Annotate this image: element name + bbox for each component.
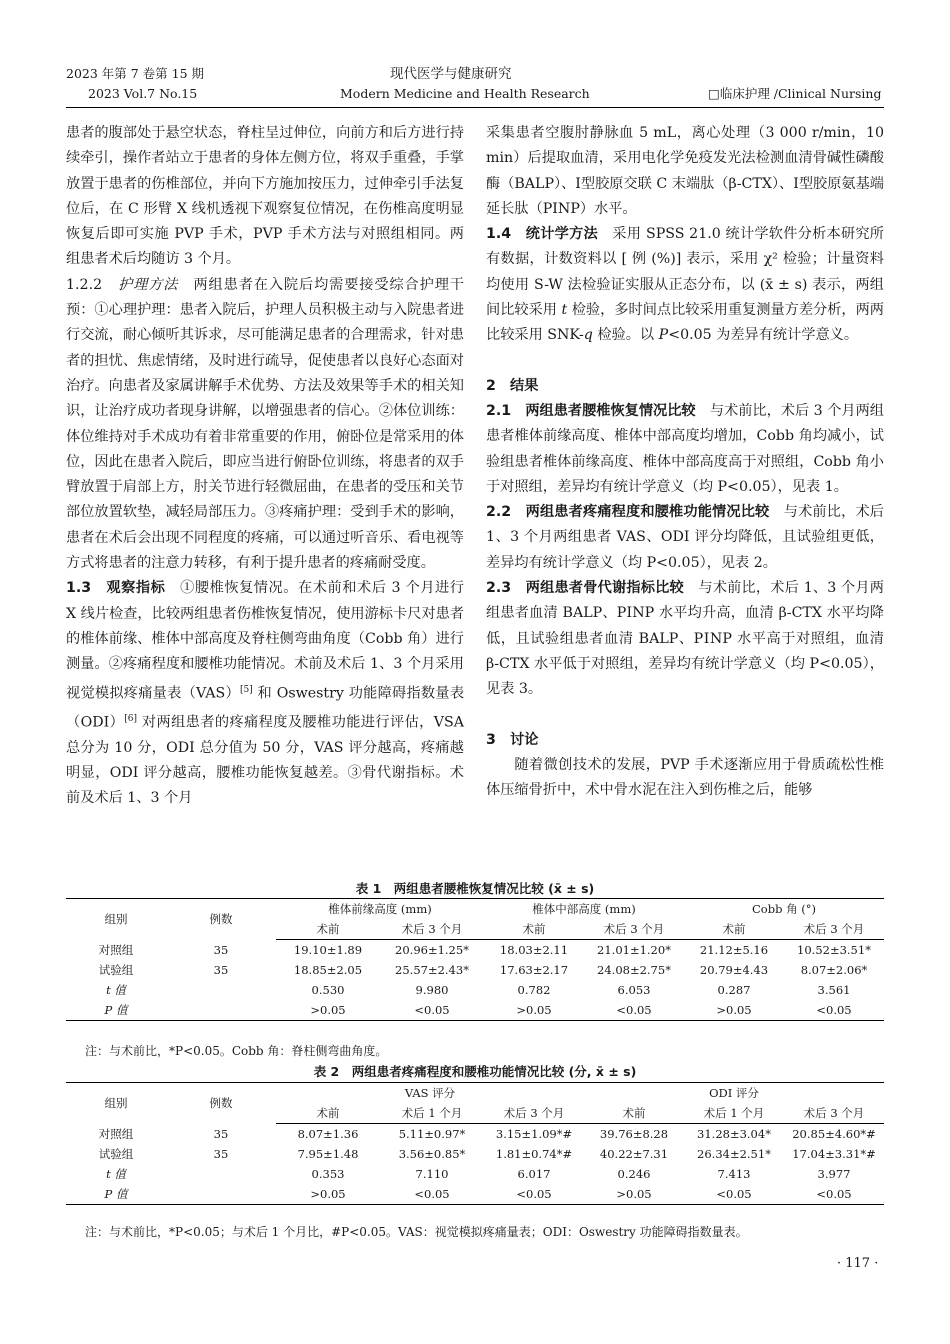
result-2-2 [486, 500, 884, 576]
table-cell: <0.05 [784, 1000, 884, 1021]
issue-en: 2023 Vol.7 No.15 [88, 86, 198, 101]
right-column [486, 121, 884, 803]
table-cell: 0.287 [717, 983, 751, 997]
stat-t: t [561, 302, 568, 319]
table-cell: 26.34±2.51* [697, 1147, 771, 1161]
nursing-text: 两组患者在入院后均需要接受综合护理干预：①心理护理：患者入院后，护理人员积极主动与入院患者进行交流，耐心倾听其诉求，尽可能满足患者的合理需求，针对患者的担忧、焦虑情绪，及时进行疏导，促使患者以良好心态面对治疗。向患者及家属讲解手术优势、方法及效果等手术的相关知识，让治疗成功者现身讲解，以增强患者的信心。②体位训练：体位维持对手术成功有着非常重要的作用，俯卧位是常采用的体位，因此在患者入院后，即应当进行俯卧位训练，将患者的双手臂放置于肩部上方，肘关节进行轻微屈曲，在患者的受压和关节部位放置软垫，减轻局部压力。③疼痛护理：受到手术的影响，患者在术后会出现不同程度的疼痛，可以通过听音乐、看电视等方式将患者的注意力转移，有利于提升患者的疼痛耐受度。 [66, 276, 464, 572]
table-cell: 18.03±2.11 [499, 943, 569, 957]
table1-subheader: 术前 [684, 919, 784, 940]
table-cell: 20.79±4.43 [699, 963, 769, 977]
journal-cn: 现代医学与健康研究 [390, 66, 512, 82]
table-cell: 0.530 [311, 983, 345, 997]
table-row [66, 1000, 884, 1021]
page-number: · 117 · [837, 1256, 879, 1271]
table-cell: 17.04±3.31*# [792, 1147, 876, 1161]
table-row [66, 980, 884, 1000]
table-cell: 0.353 [311, 1167, 345, 1181]
ref-6: [6] [124, 713, 137, 724]
statistics-paragraph [486, 222, 884, 348]
table1-group-header: Cobb 角 (°) [684, 899, 884, 920]
table-cell: 8.07±2.06* [800, 963, 868, 977]
table1-title: 表 1 两组患者腰椎恢复情况比较 (x̄ ± s) [355, 881, 595, 896]
stat-p: P [658, 327, 669, 344]
nursing-paragraph [66, 273, 464, 577]
table-cell: 0.782 [517, 983, 551, 997]
statistics-title: 1.4 统计学方法 [486, 226, 598, 243]
method-paragraph-1: 患者的腹部处于悬空状态，脊柱呈过伸位，向前方和后方进行持续牵引，操作者站立于患者的身体左侧方位，将双手重叠，手掌放置于患者的伤椎部位，并向下方施加按压力，过伸牵引手法复位后，在 C 形臂 X 线机透视下观察复位情况，在伤椎高度明显恢复后即可实施 PVP 手术，PVP 手术方法与对照组相同。两组患者术后均随访 3 个月。 [66, 125, 464, 268]
table2-subheader: 术后 1 个月 [684, 1103, 784, 1124]
table1-col-n: 例数 [166, 899, 276, 940]
table-cell: 6.053 [617, 983, 651, 997]
table-cell: P 值 [66, 1184, 166, 1205]
result-2-1 [486, 399, 884, 500]
table-cell: 40.22±7.31 [599, 1147, 669, 1161]
table-cell: 试验组 [98, 1147, 134, 1161]
result-2-2-text: 与术前比，术后 1、3 个月两组患者 VAS、ODI 评分均降低，且试验组更低，差异均有统计学意义（均 P<0.05），见表 2。 [486, 504, 884, 571]
table-cell: 7.95±1.48 [297, 1147, 359, 1161]
table-cell: 35 [213, 1126, 229, 1141]
stat-q: q [583, 327, 593, 344]
table-cell: 21.12±5.16 [699, 943, 769, 957]
table2-subheader: 术后 3 个月 [784, 1103, 884, 1124]
table1-subheader: 术后 3 个月 [380, 919, 484, 940]
result-2-1-text: 与术前比，术后 3 个月两组患者椎体前缘高度、椎体中部高度均增加，Cobb 角均减小，试验组患者椎体前缘高度、椎体中部高度高于对照组，Cobb 角小于对照组，差异均有统计学意义（均 P<0.05），见表 1。 [486, 402, 884, 495]
results-heading: 2 结果 [486, 377, 539, 394]
table-row [66, 1144, 884, 1164]
table-cell: P 值 [66, 1000, 166, 1021]
table1-subheader: 术后 3 个月 [584, 919, 684, 940]
square-icon: □ [708, 86, 720, 101]
table1 [66, 898, 884, 1021]
table-row [66, 1124, 884, 1145]
table-cell: >0.05 [276, 1000, 380, 1021]
header-rule [66, 107, 884, 108]
issue-cn: 2023 年第 7 卷第 15 期 [66, 66, 205, 81]
observation-paragraph [66, 576, 464, 811]
table-cell: <0.05 [584, 1000, 684, 1021]
table-cell: 0.246 [617, 1167, 651, 1181]
discussion-paragraph: 随着微创技术的发展，PVP 手术逐渐应用于骨质疏松性椎体压缩骨折中，术中骨水泥在注入到伤椎之后，能够 [486, 756, 884, 799]
table-cell: 35 [213, 942, 229, 957]
observation-text-c: 对两组患者的疼痛程度及腰椎功能进行评估，VSA 总分为 10 分，ODI 总分值为 50 分，VAS 评分越高，疼痛越明显，ODI 评分越高，腰椎功能恢复越差。③骨代谢指标。术前及术后 1、3 个月 [66, 714, 464, 807]
table-cell: 5.11±0.97* [398, 1127, 466, 1141]
table-cell: 6.017 [517, 1167, 551, 1181]
table-cell: >0.05 [276, 1184, 380, 1205]
observation-title: 1.3 观察指标 [66, 580, 166, 597]
table-cell: 1.81±0.74*# [495, 1147, 573, 1161]
subsection-title: 护理方法 [118, 276, 179, 293]
table-cell: <0.05 [380, 1184, 484, 1205]
table2-title: 表 2 两组患者疼痛程度和腰椎功能情况比较 (分, x̄ ± s) [313, 1064, 637, 1079]
table-cell: t 值 [106, 1167, 126, 1181]
table-row [66, 1164, 884, 1184]
table2-group-header: ODI 评分 [584, 1083, 884, 1104]
table1-subheader: 术后 3 个月 [784, 919, 884, 940]
table2-group-header: VAS 评分 [276, 1083, 584, 1104]
table-cell: <0.05 [484, 1184, 584, 1205]
table-cell: 35 [213, 1147, 229, 1161]
table-cell: 3.56±0.85* [398, 1147, 466, 1161]
table-cell: >0.05 [684, 1000, 784, 1021]
table-cell: 试验组 [98, 963, 134, 977]
table1-group-header: 椎体前缘高度 (mm) [276, 899, 484, 920]
table2-col-n: 例数 [166, 1083, 276, 1124]
table-cell: t 值 [106, 983, 126, 997]
table-cell: 17.63±2.17 [499, 963, 569, 977]
table-cell: 31.28±3.04* [697, 1127, 771, 1141]
table-cell: 对照组 [98, 942, 134, 957]
table-cell [166, 1000, 276, 1021]
statistics-text-b: 检验，多时间点比较采用重复测量方差分析，两两比较采用 SNK- [486, 302, 884, 344]
table-cell: 对照组 [98, 1126, 134, 1141]
table-cell [166, 1184, 276, 1205]
observation-text-b: 和 Oswestry 功能障碍指数量表（ODI） [66, 685, 465, 731]
table2-subheader: 术后 3 个月 [484, 1103, 584, 1124]
table-cell: 3.977 [817, 1167, 851, 1181]
discussion-heading: 3 讨论 [486, 731, 539, 748]
section-label [708, 86, 881, 102]
table-cell [166, 1164, 276, 1184]
result-2-3 [486, 576, 884, 702]
table-cell: <0.05 [684, 1184, 784, 1205]
section-text: 临床护理 /Clinical Nursing [719, 86, 882, 101]
method-paragraph-2: 采集患者空腹肘静脉血 5 mL，离心处理（3 000 r/min，10 min）后提取血清，采用电化学免疫发光法检测血清骨碱性磷酸酶（BALP）、Ⅰ型胶原交联 C 末端肽（β-CTX）、Ⅰ型胶原氨基端延长肽（PⅠNP）水平。 [486, 125, 884, 217]
result-2-1-title: 2.1 两组患者腰椎恢复情况比较 [486, 402, 696, 419]
table1-col-group: 组别 [66, 899, 166, 940]
table-cell: 3.561 [817, 983, 851, 997]
table2-col-group: 组别 [66, 1083, 166, 1124]
table-cell: 35 [213, 963, 229, 977]
table-cell: 10.52±3.51* [797, 943, 871, 957]
statistics-text-a: 采用 SPSS 21.0 统计学软件分析本研究所有数据，计数资料以 [ 例 (%)] 表示，采用 χ² 检验；计量资料均使用 S-W 法检验证实服从正态分布，以 (x̄ ± s) 表示，两组间比较采用 [486, 226, 884, 319]
table-cell: 3.15±1.09*# [495, 1127, 573, 1141]
result-2-3-text: 与术前比，术后 1、3 个月两组患者血清 BALP、PⅠNP 水平均升高，血清 β-CTX 水平均降低，且试验组患者血清 BALP、PⅠNP 水平高于对照组，血清 β-CTX 水平低于对照组，差异均有统计学意义（均 P<0.05），见表 3。 [486, 580, 884, 698]
table2-note: 注：与术前比，*P<0.05；与术后 1 个月比，#P<0.05。VAS：视觉模拟疼痛量表；ODI：Oswestry 功能障碍指数量表。 [85, 1225, 748, 1239]
statistics-text-c: 检验。以 [592, 327, 659, 344]
table-cell: 9.980 [415, 983, 449, 997]
table-cell: 20.85±4.60*# [792, 1127, 876, 1141]
table-cell: >0.05 [484, 1000, 584, 1021]
table-cell: <0.05 [784, 1184, 884, 1205]
ref-5: [5] [239, 684, 253, 695]
journal-en: Modern Medicine and Health Research [340, 86, 590, 101]
table-cell: 24.08±2.75* [597, 963, 671, 977]
table-cell: 7.110 [415, 1167, 449, 1181]
table-row [66, 940, 884, 961]
table2 [66, 1082, 884, 1205]
table1-subheader: 术前 [484, 919, 584, 940]
left-column [66, 121, 464, 811]
table-row [66, 1184, 884, 1205]
table-cell: 18.85±2.05 [293, 963, 363, 977]
table-row [66, 960, 884, 980]
table-cell: 39.76±8.28 [599, 1127, 669, 1141]
table1-group-header: 椎体中部高度 (mm) [484, 899, 684, 920]
result-2-2-title: 2.2 两组患者疼痛程度和腰椎功能情况比较 [486, 504, 770, 521]
table2-subheader: 术前 [584, 1103, 684, 1124]
table-cell: 25.57±2.43* [395, 963, 469, 977]
table-cell: >0.05 [584, 1184, 684, 1205]
table-cell: 8.07±1.36 [297, 1127, 359, 1141]
statistics-text-d: <0.05 为差异有统计学意义。 [668, 327, 859, 344]
result-2-3-title: 2.3 两组患者骨代谢指标比较 [486, 580, 684, 597]
table1-subheader: 术前 [276, 919, 380, 940]
observation-text-a: ①腰椎恢复情况。在术前和术后 3 个月进行 X 线片检查，比较两组患者伤椎恢复情况，使用游标卡尺对患者的椎体前缘、椎体中部高度及脊柱侧弯曲角度（Cobb 角）进行测量。②疼痛程度和腰椎功能情况。术前及术后 1、3 个月采用视觉模拟疼痛量表（VAS） [66, 580, 464, 702]
table-cell: <0.05 [380, 1000, 484, 1021]
table1-note: 注：与术前比，*P<0.05。Cobb 角：脊柱侧弯曲角度。 [85, 1044, 388, 1058]
subsection-number: 1.2.2 [66, 276, 103, 293]
table-cell [166, 980, 276, 1000]
table2-subheader: 术前 [276, 1103, 380, 1124]
table-cell: 21.01±1.20* [597, 943, 671, 957]
table-cell: 20.96±1.25* [395, 943, 469, 957]
table2-subheader: 术后 1 个月 [380, 1103, 484, 1124]
table-cell: 7.413 [717, 1167, 751, 1181]
table-cell: 19.10±1.89 [293, 943, 363, 957]
